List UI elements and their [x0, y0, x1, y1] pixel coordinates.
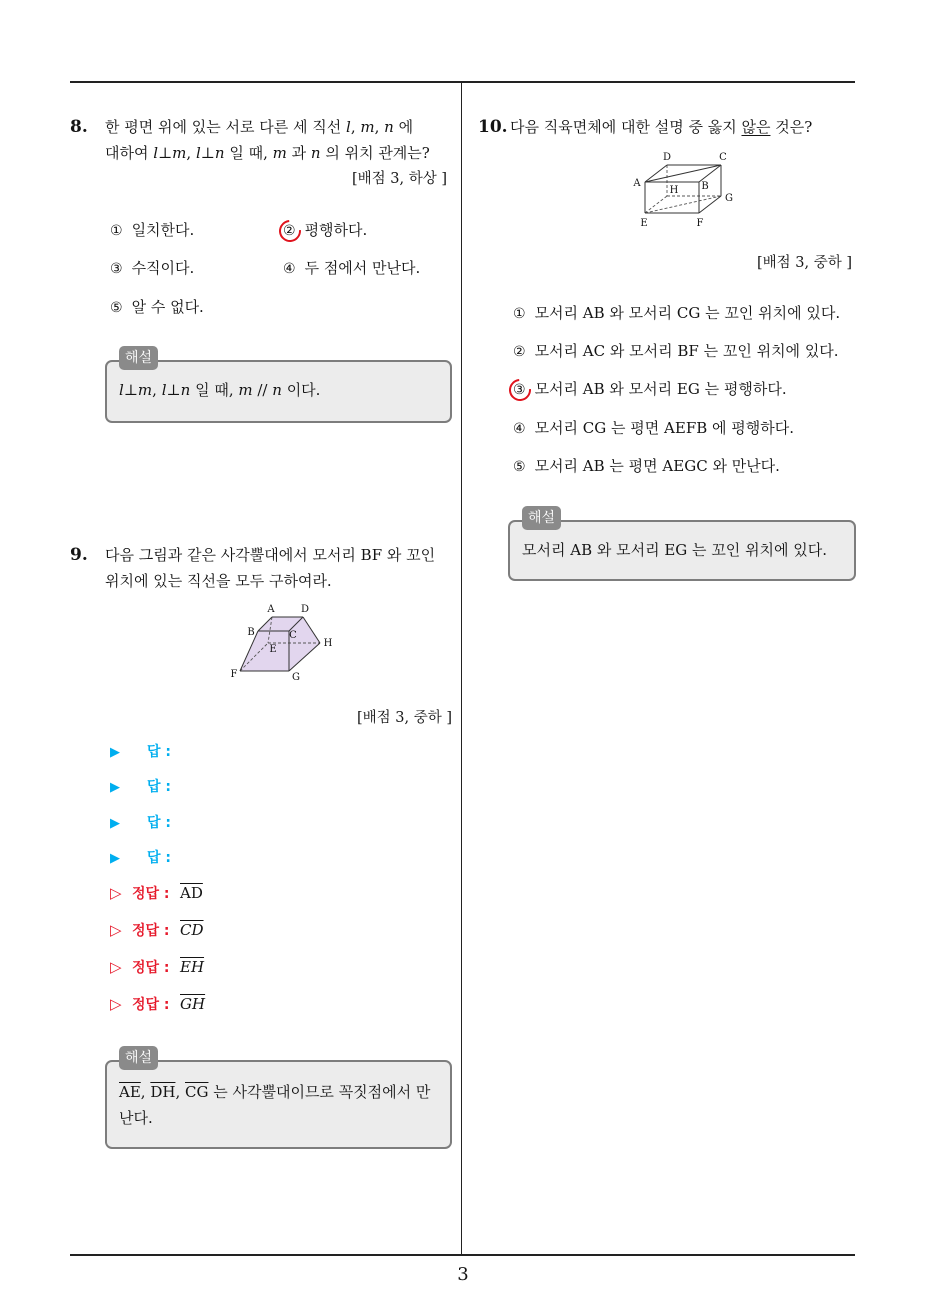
vertex-label-b: B	[247, 627, 255, 638]
vertex-label-h: H	[669, 185, 679, 196]
filled-triangle-icon: ▶	[110, 745, 120, 760]
vertex-label-c: C	[289, 630, 297, 641]
correct-answer-value: $\overline{CD}$	[180, 921, 204, 939]
explanation-line: l⊥m, l⊥n 일 때, m // n 이다.	[119, 381, 321, 399]
question-number: 10.	[478, 117, 508, 137]
page-number: 3	[457, 1264, 469, 1285]
answer-prompt-label: 답 :	[147, 779, 171, 795]
choice-text: 두 점에서 만난다.	[304, 259, 421, 277]
explanation-line: 모서리 AB 와 모서리 EG 는 꼬인 위치에 있다.	[522, 541, 828, 559]
correct-answer-label: 정답 :	[132, 960, 170, 976]
explanation-box	[105, 350, 452, 423]
explanation-line: $\overline{AE}$, $\overline{DH}$, $\overline{CG}$ 는 사각뿔대이므로 꼭짓점에서 만	[119, 1083, 431, 1101]
choice-3	[110, 255, 194, 281]
answer-prompt-label: 답 :	[147, 850, 171, 866]
choice-text: 알 수 없다.	[131, 298, 204, 316]
vertex-label-e: E	[269, 644, 277, 655]
choice-number: ②	[513, 344, 526, 360]
vertex-label-d: D	[662, 152, 672, 163]
choice-text: 모서리 AB 와 모서리 CG 는 꼬인 위치에 있다.	[534, 304, 841, 322]
line-segment-name: $\overline{AE}$	[119, 1083, 141, 1101]
choice-number: ①	[110, 223, 123, 239]
math-variable: n	[272, 381, 282, 399]
correct-answer-value: $\overline{AD}$	[180, 884, 203, 902]
choice-marker	[513, 377, 526, 403]
explanation-box	[105, 1050, 452, 1149]
choice-marker	[283, 218, 296, 244]
correct-answer	[110, 986, 205, 1023]
choice-marker	[513, 339, 526, 365]
bottom-rule	[70, 1254, 855, 1256]
vertex-label-g: G	[292, 672, 300, 683]
math-variable: l	[346, 118, 351, 136]
vertex-label-a: A	[267, 604, 275, 615]
correct-answer-label: 정답 :	[132, 923, 170, 939]
question-stem	[105, 542, 435, 594]
stem-text: 다음 직육면체에 대한 설명 중 옳지	[510, 118, 742, 136]
correct-answer-value: $\overline{GH}$	[180, 995, 206, 1013]
math-variable: m	[360, 118, 375, 136]
line-segment-name: $\overline{DH}$	[150, 1083, 176, 1101]
choice-number: ③	[110, 261, 123, 277]
math-variable: n	[384, 118, 394, 136]
score-difficulty: [배점 3, 중하 ]	[756, 255, 852, 271]
answer-prompt	[110, 770, 171, 805]
column-divider	[461, 82, 462, 1255]
choice-text: 모서리 AB 는 평면 AEGC 와 만난다.	[534, 457, 780, 475]
top-rule	[70, 81, 855, 83]
answer-prompt-label: 답 :	[147, 815, 171, 831]
score-difficulty: [배점 3, 중하 ]	[356, 710, 452, 726]
vertex-label-b: B	[701, 181, 709, 192]
choice-marker	[513, 301, 526, 327]
choice-marker	[110, 295, 123, 321]
filled-triangle-icon: ▶	[110, 780, 120, 795]
vertex-label-c: C	[719, 152, 727, 163]
answer-prompt	[110, 841, 171, 876]
choice-5	[513, 453, 780, 479]
question-number: 9.	[70, 545, 88, 565]
vertex-label-f: F	[696, 218, 704, 229]
math-variable: m	[272, 144, 287, 162]
choice-number: ①	[513, 306, 526, 322]
filled-triangle-icon: ▶	[110, 851, 120, 866]
score-difficulty: [배점 3, 하상 ]	[351, 171, 447, 187]
choice-number: ⑤	[513, 459, 526, 475]
choice-marker	[110, 256, 123, 282]
stem-line: 위치에 있는 직선을 모두 구하여라.	[105, 572, 332, 590]
vertex-label-h: H	[323, 638, 333, 649]
choice-text: 모서리 AB 와 모서리 EG 는 평행하다.	[534, 380, 787, 398]
choice-number: ③	[513, 382, 526, 398]
correct-answer-label: 정답 :	[132, 997, 170, 1013]
choice-2	[513, 338, 839, 364]
filled-triangle-icon: ▶	[110, 816, 120, 831]
stem-emphasis: 않은	[741, 118, 771, 136]
choice-number: ④	[283, 261, 296, 277]
choice-number: ④	[513, 421, 526, 437]
outline-triangle-icon: ▷	[110, 884, 122, 902]
frustum-figure	[225, 600, 340, 688]
math-variable: m	[172, 144, 187, 162]
choice-1	[513, 300, 840, 326]
choice-number: ②	[283, 223, 296, 239]
choice-marker	[283, 256, 296, 282]
choice-text: 수직이다.	[131, 259, 195, 277]
choice-4	[513, 415, 794, 441]
outline-triangle-icon: ▷	[110, 995, 122, 1013]
math-variable: m	[137, 381, 153, 399]
outline-triangle-icon: ▷	[110, 958, 122, 976]
stem-line: 대하여 l⊥m, l⊥n 일 때, m 과 n 의 위치 관계는?	[105, 144, 430, 162]
question-number: 8.	[70, 117, 88, 137]
explanation-label: 해설	[119, 1046, 158, 1070]
math-variable: m	[238, 381, 253, 399]
math-variable: n	[180, 381, 191, 399]
choice-2	[283, 217, 367, 243]
question-stem	[510, 114, 812, 140]
choice-text: 평행하다.	[304, 221, 368, 239]
choice-marker	[513, 416, 526, 442]
explanation-label: 해설	[119, 346, 158, 370]
stem-line: 다음 그림과 같은 사각뿔대에서 모서리 BF 와 꼬인	[105, 546, 436, 564]
math-variable: l	[161, 381, 167, 399]
correct-answer	[110, 912, 204, 949]
choice-text: 일치한다.	[131, 221, 195, 239]
math-variable: n	[310, 144, 321, 162]
choice-number: ⑤	[110, 300, 123, 316]
choice-text: 모서리 AC 와 모서리 BF 는 꼬인 위치에 있다.	[534, 342, 839, 360]
vertex-label-e: E	[640, 218, 648, 229]
choice-3	[513, 376, 787, 402]
stem-line: 한 평면 위에 있는 서로 다른 세 직선 l, m, n 에	[105, 118, 414, 136]
choice-4	[283, 255, 420, 281]
question-stem	[105, 114, 430, 166]
choice-text: 모서리 CG 는 평면 AEFB 에 평행하다.	[534, 419, 795, 437]
correct-answer	[110, 875, 203, 912]
explanation-box	[508, 510, 856, 581]
math-variable: l	[195, 144, 201, 162]
cuboid-figure	[630, 148, 742, 232]
vertex-label-f: F	[230, 669, 238, 680]
math-variable: l	[153, 144, 159, 162]
vertex-label-a: A	[633, 178, 641, 189]
vertex-label-g: G	[725, 193, 733, 204]
correct-answer-value: $\overline{EH}$	[180, 958, 205, 976]
stem-text: 것은?	[770, 118, 813, 136]
correct-answer	[110, 949, 204, 986]
correct-answer-label: 정답 :	[132, 886, 170, 902]
line-segment-name: $\overline{CG}$	[185, 1083, 209, 1101]
answer-prompt	[110, 735, 171, 770]
choice-marker	[513, 454, 526, 480]
choice-1	[110, 217, 194, 243]
vertex-label-d: D	[300, 604, 310, 615]
outline-triangle-icon: ▷	[110, 921, 122, 939]
answer-prompt	[110, 806, 171, 841]
answer-prompt-label: 답 :	[147, 744, 171, 760]
math-variable: n	[214, 144, 225, 162]
choice-5	[110, 294, 204, 320]
explanation-line: 난다.	[119, 1109, 153, 1127]
explanation-label: 해설	[522, 506, 561, 530]
math-variable: l	[119, 381, 124, 399]
choice-marker	[110, 218, 123, 244]
